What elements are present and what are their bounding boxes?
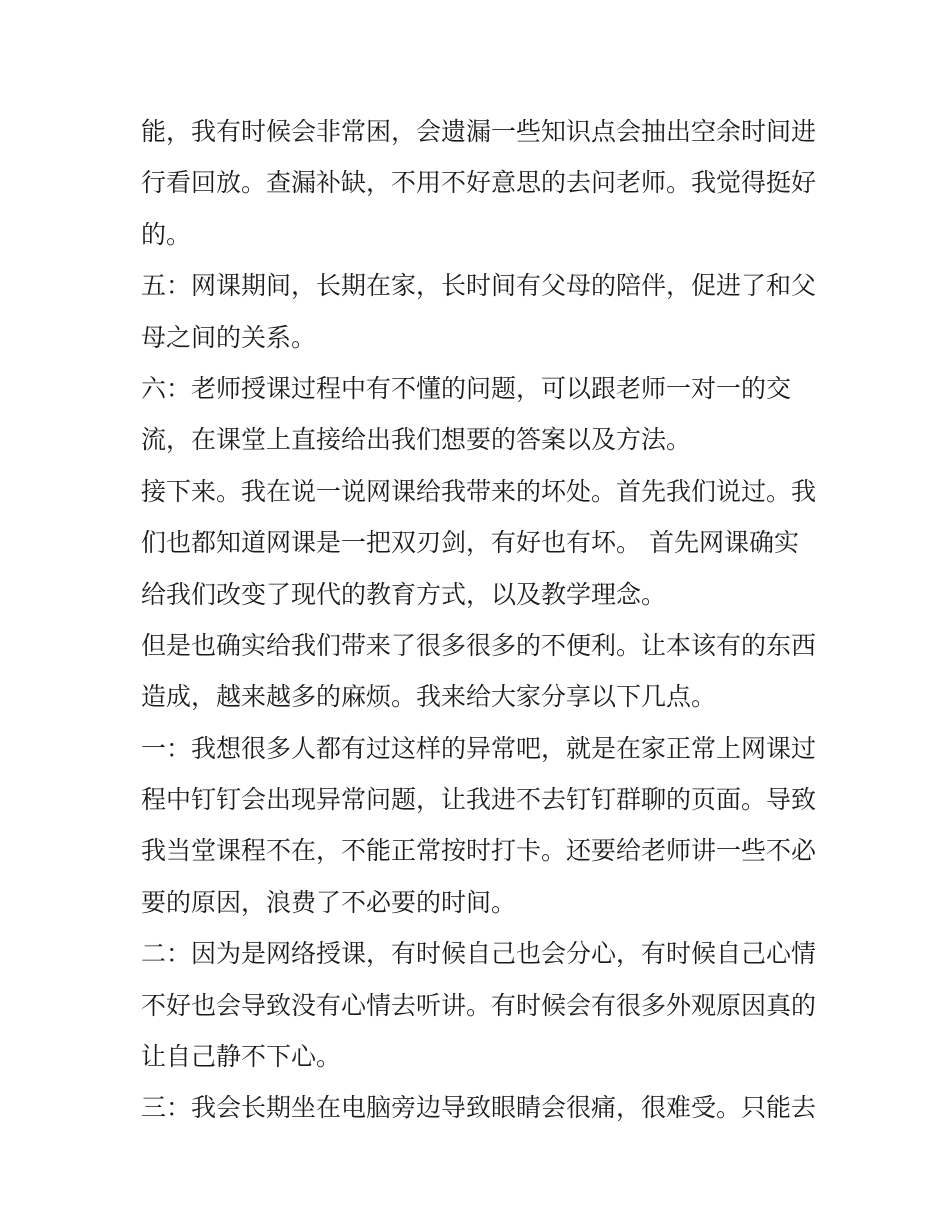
text-line: 要的原因，浪费了不必要的时间。 (141, 887, 517, 917)
text-line: 但是也确实给我们带来了很多很多的不便利。让本该有的东西 (141, 630, 817, 660)
text-line: 程中钉钉会出现异常问题，让我进不去钉钉群聊的页面。导致 (141, 785, 817, 815)
text-line: 不好也会导致没有心情去听讲。有时候会有很多外观原因真的 (141, 990, 817, 1020)
text-line: 五：网课期间，长期在家，长时间有父母的陪伴，促进了和父 (141, 271, 817, 301)
text-line: 造成，越来越多的麻烦。我来给大家分享以下几点。 (141, 682, 717, 712)
text-line: 给我们改变了现代的教育方式，以及教学理念。 (141, 579, 667, 609)
text-line: 二：因为是网络授课，有时候自己也会分心，有时候自己心情 (141, 939, 817, 969)
text-line: 一：我想很多人都有过这样的异常吧，就是在家正常上网课过 (141, 733, 817, 763)
text-line: 行看回放。查漏补缺，不用不好意思的去问老师。我觉得挺好 (141, 168, 817, 198)
text-line: 的。 (141, 219, 192, 249)
text-line: 让自己静不下心。 (141, 1042, 342, 1072)
text-line: 母之间的关系。 (141, 322, 317, 352)
text-line: 六：老师授课过程中有不懂的问题，可以跟老师一对一的交 (141, 373, 792, 403)
text-line: 我当堂课程不在，不能正常按时打卡。还要给老师讲一些不必 (141, 836, 817, 866)
text-line: 三：我会长期坐在电脑旁边导致眼睛会很痛，很难受。只能去 (141, 1093, 817, 1123)
text-line: 们也都知道网课是一把双刃剑，有好也有坏。 首先网课确实 (141, 528, 799, 558)
text-line: 流，在课堂上直接给出我们想要的答案以及方法。 (141, 425, 692, 455)
text-line: 能，我有时候会非常困，会遗漏一些知识点会抽出空余时间进 (141, 117, 817, 146)
body-text (141, 106, 821, 1134)
text-line: 接下来。我在说一说网课给我带来的坏处。首先我们说过。我 (141, 476, 817, 506)
